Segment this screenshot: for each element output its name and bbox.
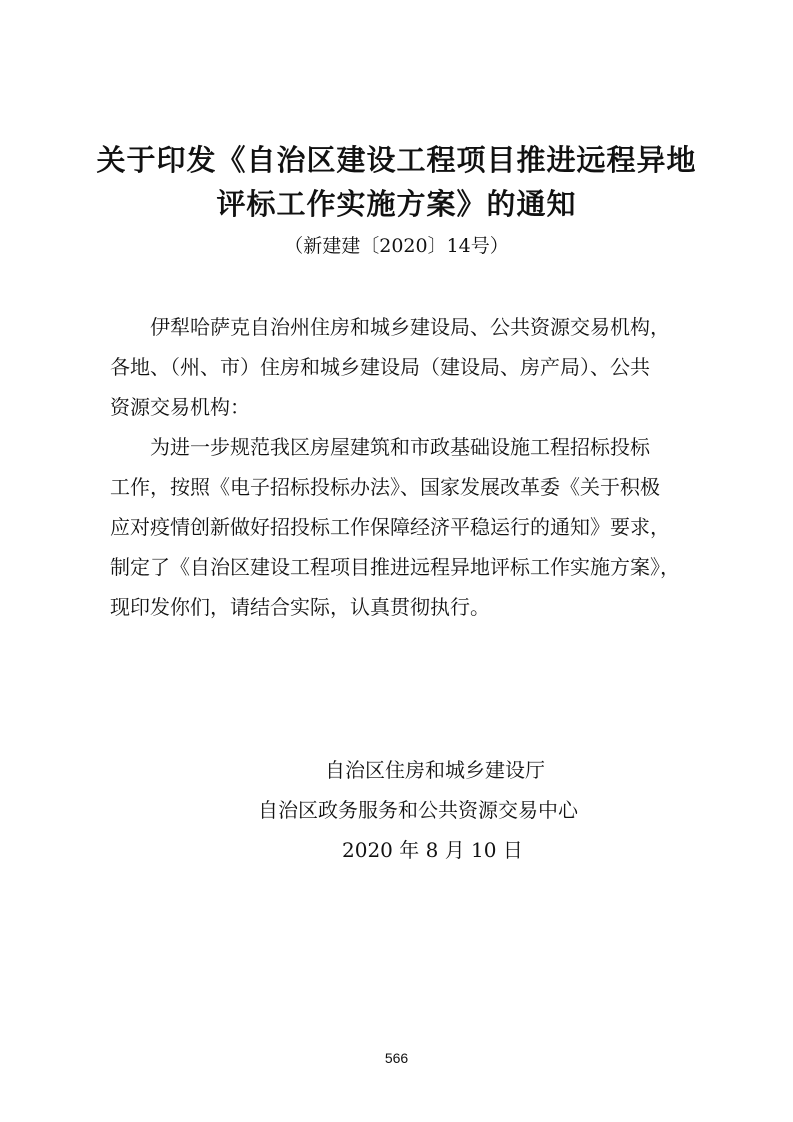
body-line-1: 为进一步规范我区房屋建筑和市政基础设施工程招标投标 bbox=[150, 435, 650, 459]
signature-org-1: 自治区住房和城乡建设厅 bbox=[325, 758, 545, 782]
recipient-line-3: 资源交易机构： bbox=[110, 395, 250, 419]
signature-date: 2020 年 8 月 10 日 bbox=[342, 838, 523, 862]
recipient-line-2: 各地、（州、市）住房和城乡建设局（建设局、房产局）、公共 bbox=[110, 355, 650, 379]
body-line-3: 应对疫情创新做好招投标工作保障经济平稳运行的通知》要求， bbox=[110, 515, 670, 539]
body-line-4: 制定了《自治区建设工程项目推进远程异地评标工作实施方案》， bbox=[110, 555, 680, 579]
signature-org-2: 自治区政务服务和公共资源交易中心 bbox=[258, 798, 578, 822]
page-number: 566 bbox=[384, 1050, 409, 1066]
recipient-line-1: 伊犁哈萨克自治州住房和城乡建设局、公共资源交易机构， bbox=[150, 315, 670, 339]
body-line-5: 现印发你们，请结合实际，认真贯彻执行。 bbox=[110, 595, 490, 619]
document-number: （新建建〔2020〕14号） bbox=[284, 235, 509, 257]
document-title-line-1: 关于印发《自治区建设工程项目推进远程异地 bbox=[96, 143, 697, 177]
body-line-2: 工作，按照《电子招标投标办法》、国家发展改革委《关于积极 bbox=[110, 475, 660, 499]
document-title-line-2: 评标工作实施方案》的通知 bbox=[216, 187, 577, 221]
